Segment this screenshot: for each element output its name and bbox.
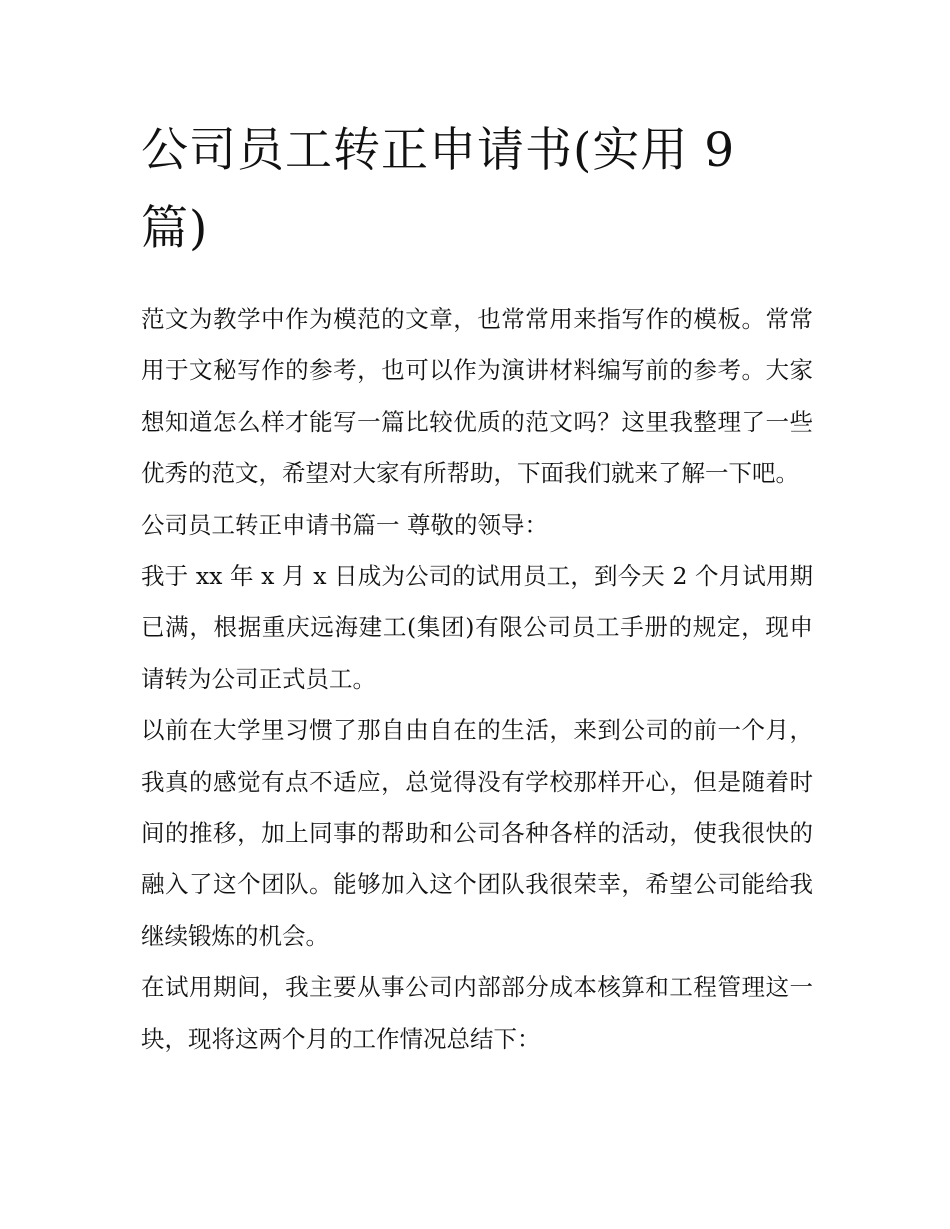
document-title: 公司员工转正申请书(实用 9 篇): [141, 123, 736, 256]
document-body: [141, 112, 813, 1065]
body-paragraph: 以前在大学里习惯了那自由自在的生活，来到公司的前一个月，我真的感觉有点不适应，总觉得没有学校那样开心，但是随着时间的推移，加上同事的帮助和公司各种各样的活动，使我很快的融入了这个团队。能够加入这个团队我很荣幸，希望公司能给我继续锻炼的机会。: [141, 716, 813, 950]
body-paragraph: 我于 xx 年 x 月 x 日成为公司的试用员工，到今天 2 个月试用期已满，根据重庆远海建工(集团)有限公司员工手册的规定，现申请转为公司正式员工。: [141, 562, 813, 693]
body-paragraph: 在试用期间，我主要从事公司内部部分成本核算和工程管理这一块，现将这两个月的工作情况总结下：: [141, 973, 813, 1053]
intro-paragraph: 范文为教学中作为模范的文章，也常常用来指写作的模板。常常用于文秘写作的参考，也可以作为演讲材料编写前的参考。大家想知道怎么样才能写一篇比较优质的范文吗？这里我整理了一些优秀的范文，希望对大家有所帮助，下面我们就来了解一下吧。: [141, 305, 813, 488]
section-heading-paragraph: 公司员工转正申请书篇一 尊敬的领导：: [141, 510, 548, 539]
